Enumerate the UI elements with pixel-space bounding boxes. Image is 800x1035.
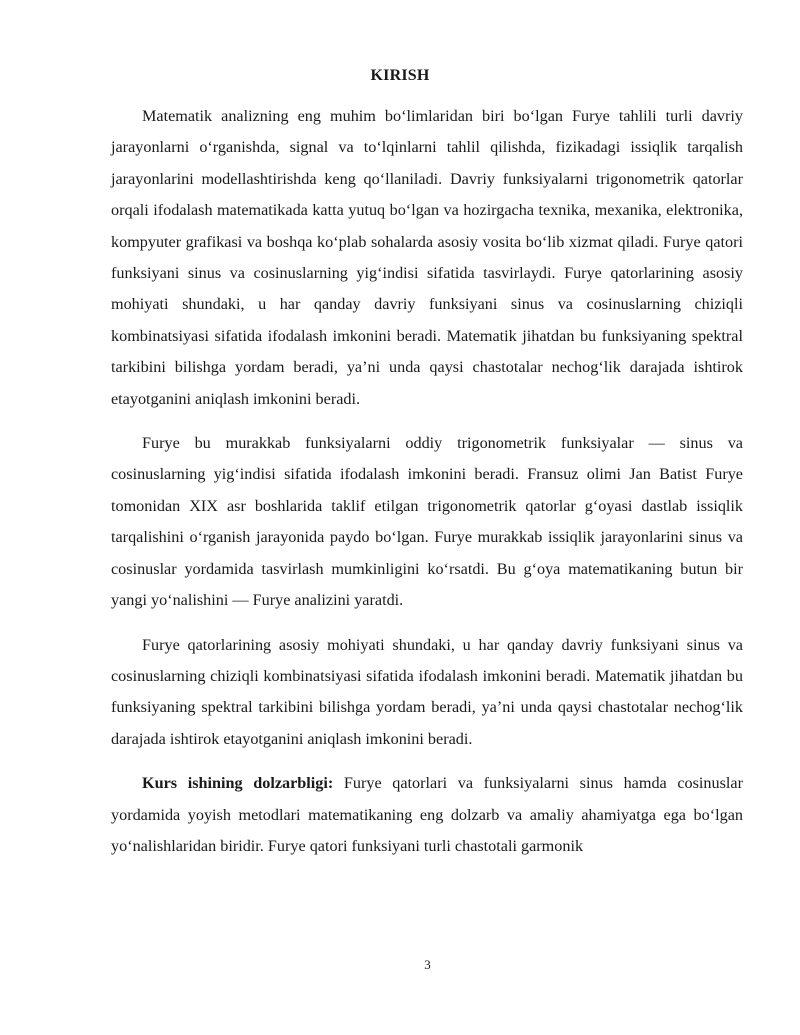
section-heading: KIRISH <box>370 67 430 84</box>
body-text <box>111 101 743 862</box>
paragraph-text: Furye bu murakkab funksiyalarni oddiy trigonometrik funksiyalar — sinus va cosinuslarning yig‘indisi sifatida ifodalash imkonini beradi. Fransuz olimi Jan Batist Furye tomonidan XIX asr boshlarida taklif etilgan trigonometrik qatorlar g‘oyasi dastlab issiqlik tarqalishini o‘rganish jarayonida paydo bo‘lgan. Furye murakkab issiqlik jarayonlarini sinus va cosinuslar yordamida tasvirlash mumkinligini ko‘rsatdi. Bu g‘oya matematikaning butun bir yangi yo‘nalishini — Furye analizini yaratdi. <box>111 434 743 610</box>
page-number: 3 <box>424 957 431 972</box>
paragraph-text: Furye qatorlarining asosiy mohiyati shundaki, u har qanday davriy funksiyani sinus va cosinuslarning chiziqli kombinatsiyasi sifatida ifodalash imkonini beradi. Matematik jihatdan bu funksiyaning spektral tarkibini bilishga yordam beradi, ya’ni unda qaysi chastotalar nechog‘lik darajada ishtirok etayotganini aniqlash imkonini beradi. <box>111 635 743 748</box>
paragraph-2 <box>111 428 743 616</box>
paragraph-1 <box>111 101 743 415</box>
paragraph-4 <box>111 768 743 862</box>
paragraph-text: Furye qatorlari va funksiyalarni sinus hamda cosinuslar yordamida yoyish metodlari matematikaning eng dolzarb va amaliy ahamiyatga ega bo‘lgan yo‘nalishlaridan biridir. Furye qatori funksiyani turli chastotali garmonik <box>111 774 743 855</box>
paragraph-lead: Kurs ishining dolzarbligi: <box>142 774 334 793</box>
paragraph-text: Matematik analizning eng muhim bo‘limlaridan biri bo‘lgan Furye tahlili turli davriy jarayonlarni o‘rganishda, signal va to‘lqinlarni tahlil qilishda, fizikadagi issiqlik tarqalish jarayonlarini modellashtirishda keng qo‘llaniladi. Davriy funksiyalarni trigonometrik qatorlar orqali ifodalash matematikada katta yutuq bo‘lgan va hozirgacha texnika, mexanika, elektronika, kompyuter grafikasi va boshqa ko‘plab sohalarda asosiy vosita bo‘lib xizmat qiladi. Furye qatori funksiyani sinus va cosinuslarning yig‘indisi sifatida tasvirlaydi. Furye qatorlarining asosiy mohiyati shundaki, u har qanday davriy funksiyani sinus va cosinuslarning chiziqli kombinatsiyasi sifatida ifodalash imkonini beradi. Matematik jihatdan bu funksiyaning spektral tarkibini bilishga yordam beradi, ya’ni unda qaysi chastotalar nechog‘lik darajada ishtirok etayotganini aniqlash imkonini beradi. <box>111 107 743 408</box>
paragraph-3 <box>111 630 743 756</box>
